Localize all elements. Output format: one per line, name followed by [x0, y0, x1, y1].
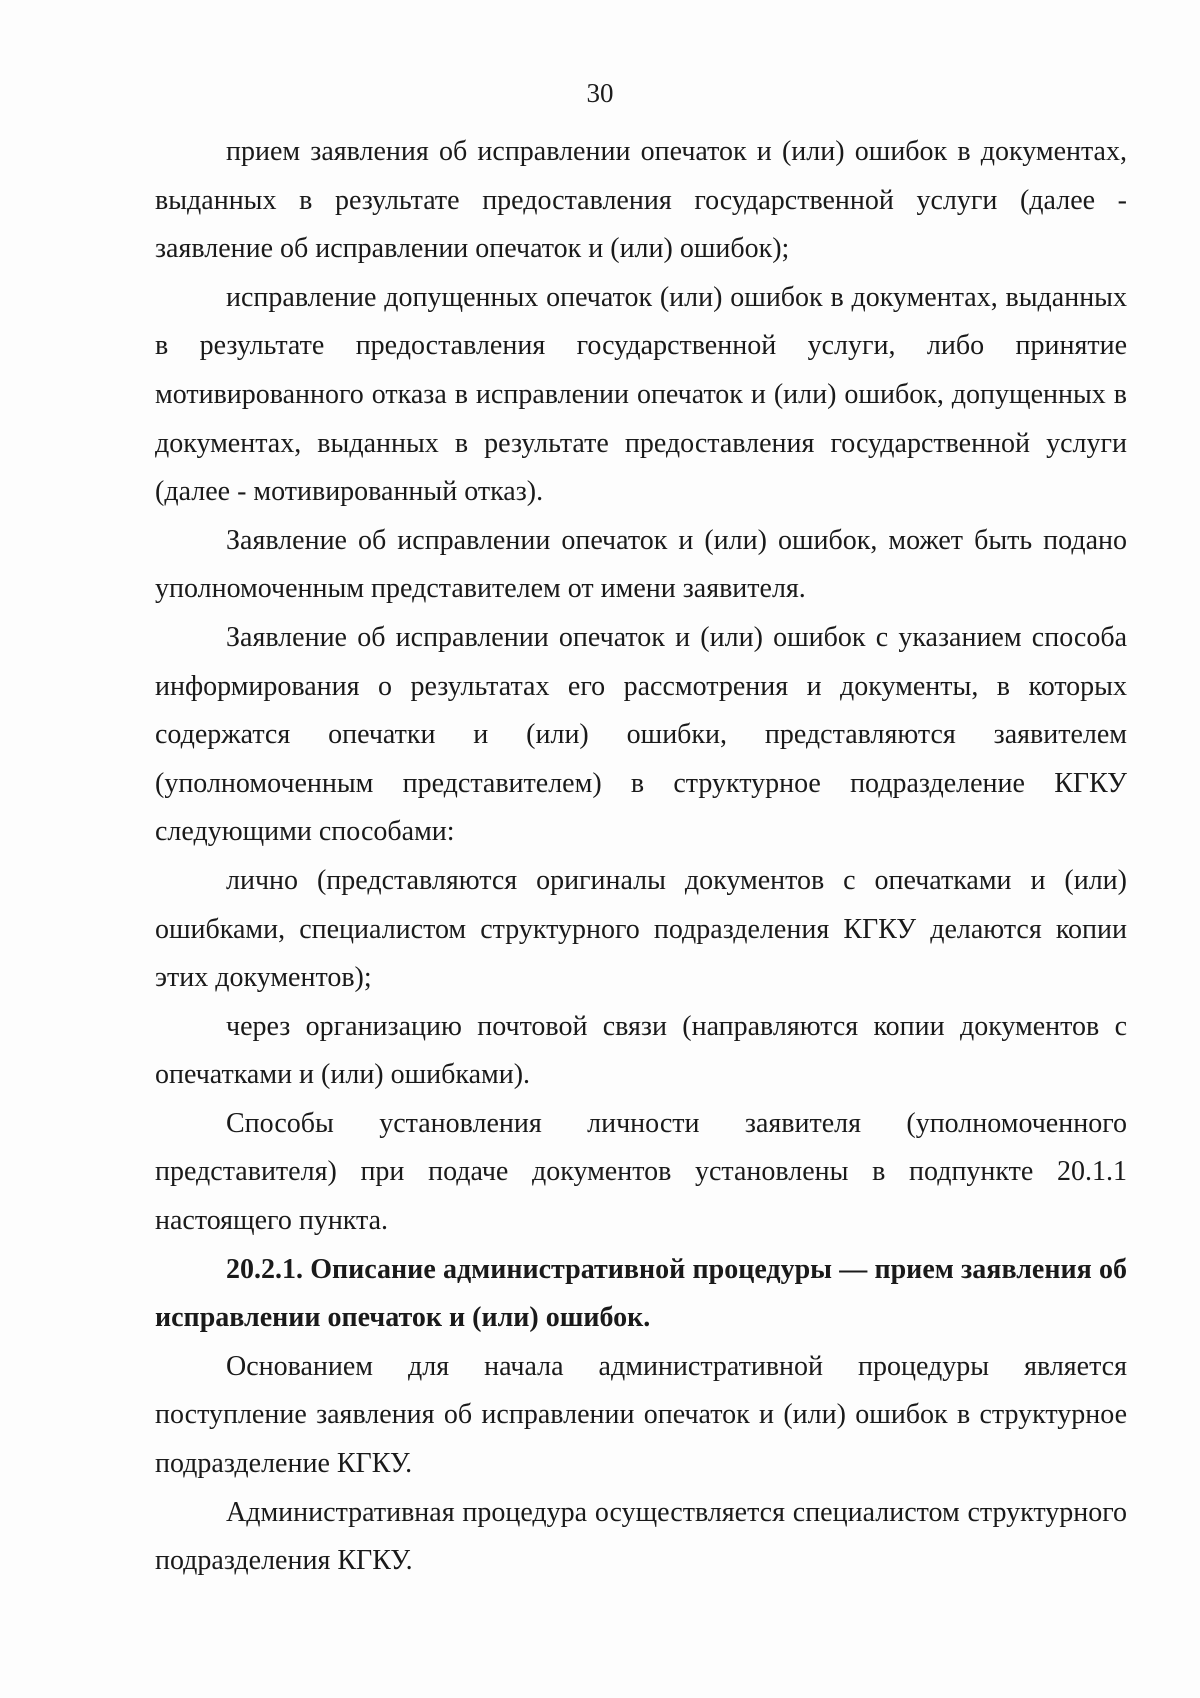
section-heading: 20.2.1. Описание административной процедуры — прием заявления об исправлении опечаток и (или) ошибок. [155, 1253, 1127, 1334]
paragraph: исправление допущенных опечаток (или) ошибок в документах, выданных в результате предоставления государственной услуги, либо принятие мотивированного отказа в исправлении опечаток и (или) ошибок, допущенных в документах, выданных в результате предоставления государственной услуги (далее - мотивированный отказ). [155, 281, 1127, 508]
paragraph: лично (представляются оригиналы документов с опечатками и (или) ошибками, специалистом структурного подразделения КГКУ делаются копии этих документов); [155, 864, 1127, 994]
paragraph: Основанием для начала административной процедуры является поступление заявления об исправлении опечаток и (или) ошибок в структурное подразделение КГКУ. [155, 1350, 1127, 1480]
paragraph: через организацию почтовой связи (направляются копии документов с опечатками и (или) ошибками). [155, 1010, 1127, 1091]
paragraph: Заявление об исправлении опечаток и (или) ошибок с указанием способа информирования о результатах его рассмотрения и документы, в которых содержатся опечатки и (или) ошибки, представляются заявителем (уполномоченным представителем) в структурное подразделение КГКУ следующими способами: [155, 621, 1127, 848]
paragraph: Способы установления личности заявителя (уполномоченного представителя) при подаче документов установлены в подпункте 20.1.1 настоящего пункта. [155, 1107, 1127, 1237]
paragraph: Заявление об исправлении опечаток и (или) ошибок, может быть подано уполномоченным представителем от имени заявителя. [155, 524, 1127, 605]
document-body [155, 128, 1127, 1586]
paragraph: прием заявления об исправлении опечаток и (или) ошибок в документах, выданных в результате предоставления государственной услуги (далее - заявление об исправлении опечаток и (или) ошибок); [155, 136, 1127, 265]
paragraph: Административная процедура осуществляется специалистом структурного подразделения КГКУ. [155, 1496, 1127, 1577]
page-number: 30 [586, 78, 614, 108]
